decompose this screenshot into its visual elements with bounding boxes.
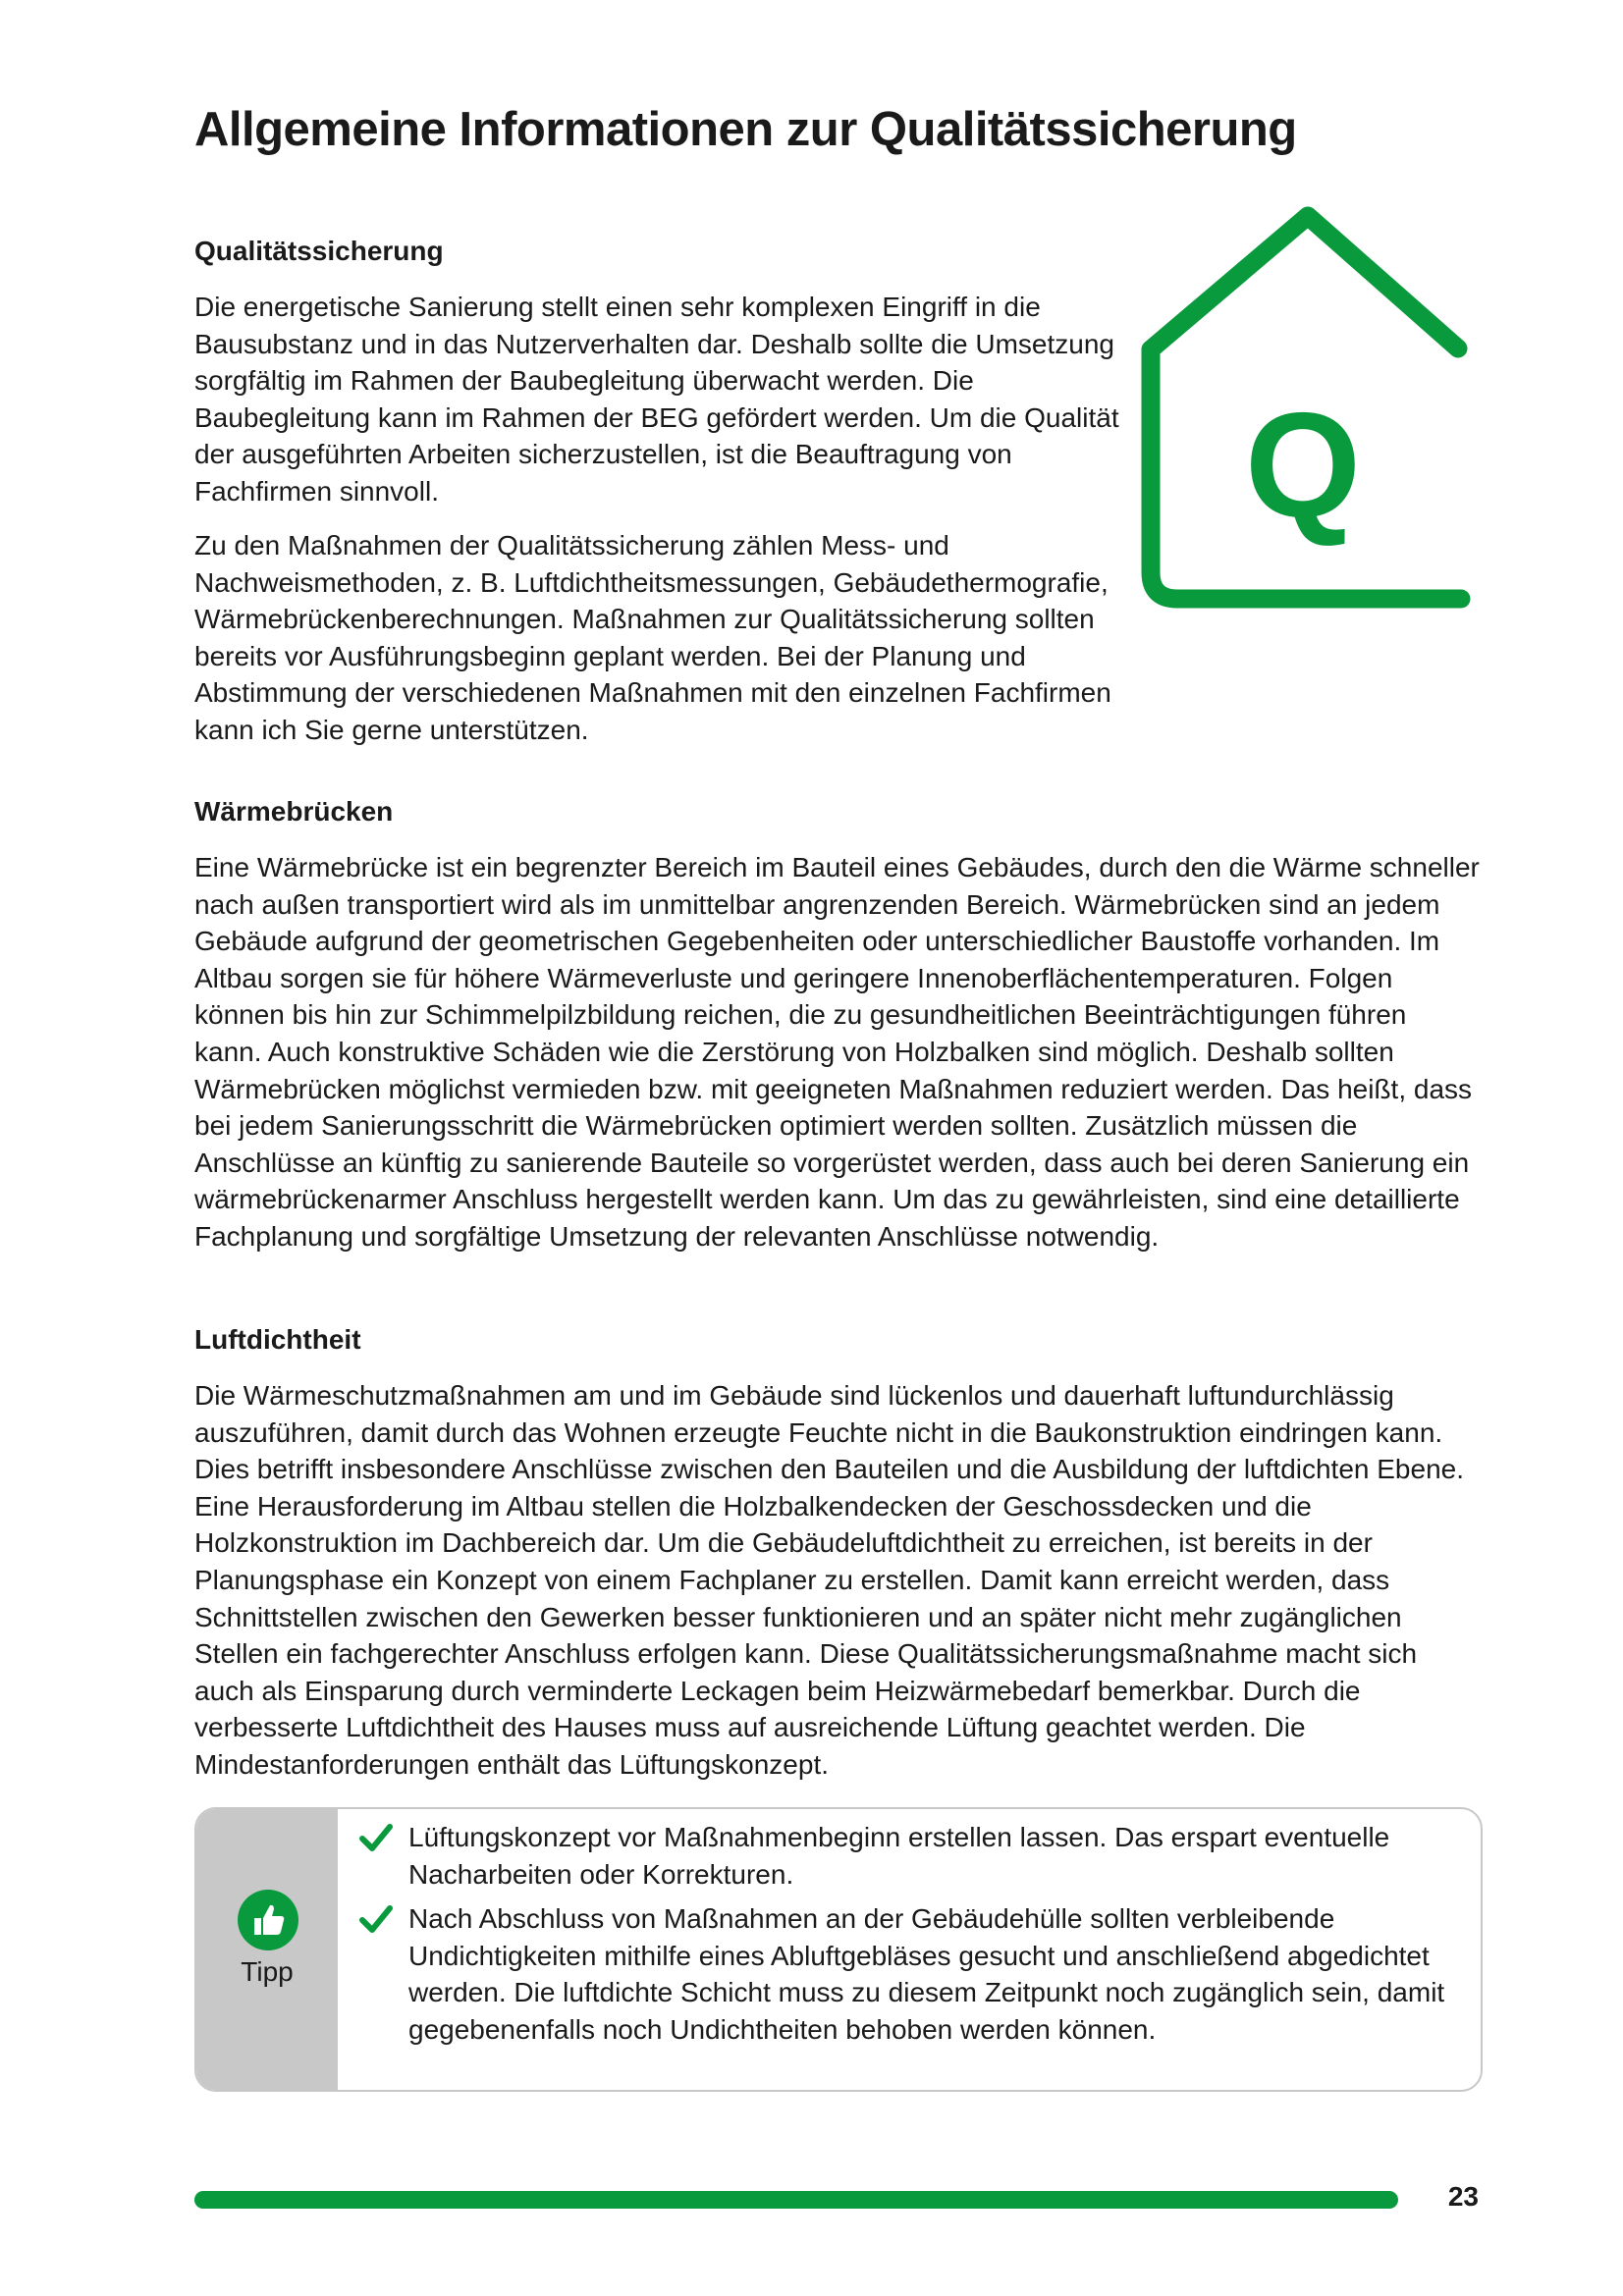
tip-box <box>194 1807 1483 2092</box>
heading-luftdichtheit: Luftdichtheit <box>194 1324 361 1355</box>
tip-text-2: Nach Abschluss von Maßnahmen an der Gebäudehülle sollten verbleibende Undichtigkeiten mithilfe eines Abluftgebläses gesucht und anschließend abgedichtet werden. Die luftdichte Schicht muss zu diesem Zeitpunkt noch zugänglich sein, damit gegebenenfalls noch Undichtheiten behoben werden können. <box>408 1903 1445 2045</box>
house-q-letter: Q <box>1244 382 1362 549</box>
check-icon <box>359 1904 393 1934</box>
heading-qualitaetssicherung: Qualitätssicherung <box>194 236 444 266</box>
paragraph-luftdichtheit: Die Wärmeschutzmaßnahmen am und im Gebäude sind lückenlos und dauerhaft luftundurchlässig auszuführen, damit durch das Wohnen erzeugte Feuchte nicht in die Baukonstruktion eindringen kann. Dies betrifft insbesondere Anschlüsse zwischen den Bauteilen und die Ausbildung der luftdichten Ebene. Eine Herausforderung im Altbau stellen die Holzbalkendecken der Geschossdecken und die Holzkonstruktion im Dachbereich dar. Um die Gebäudeluftdichtheit zu erreichen, ist bereits in der Planungsphase ein Konzept von einem Fachplaner zu erstellen. Damit kann erreicht werden, dass Schnittstellen zwischen den Gewerken besser funktionieren und an später nicht mehr zugänglichen Stellen ein fachgerechter Anschluss erfolgen kann. Diese Qualitätssicherungsmaßnahme macht sich auch als Einsparung durch verminderte Leckagen beim Heizwärmebedarf bemerkbar. Durch die verbesserte Luftdichtheit des Hauses muss auf ausreichende Lüftung geachtet werden. Die Mindestanforderungen enthält das Lüftungskonzept. <box>194 1380 1465 1780</box>
paragraph-qualitaetssicherung-1: Die energetische Sanierung stellt einen sehr komplexen Eingriff in die Bausubstanz und in das Nutzerverhalten dar. Deshalb sollte die Umsetzung sorgfältig im Rahmen der Baubegleitung überwacht werden. Die Baubegleitung kann im Rahmen der BEG gefördert werden. Um die Qualität der ausgeführten Arbeiten sicherzustellen, ist die Beauftragung von Fachfirmen sinnvoll. <box>194 292 1119 507</box>
tip-sidebar <box>196 1809 338 2090</box>
paragraph-qualitaetssicherung-2: Zu den Maßnahmen der Qualitätssicherung zählen Mess- und Nachweismethoden, z. B. Luftdichtheitsmessungen, Gebäudethermografie, Wärmebrückenberechnungen. Maßnahmen zur Qualitätssicherung sollten bereits vor Ausführungsbeginn geplant werden. Bei der Planung und Abstimmung der verschiedenen Maßnahmen mit den einzelnen Fachfirmen kann ich Sie gerne unterstützen. <box>194 530 1111 745</box>
check-icon <box>359 1823 393 1852</box>
paragraph-waermebruecken: Eine Wärmebrücke ist ein begrenzter Bereich im Bauteil eines Gebäudes, durch den die Wärme schneller nach außen transportiert wird als im unmittelbar angrenzenden Bereich. Wärmebrücken sind an jedem Gebäude aufgrund der geometrischen Gegebenheiten oder unterschiedlicher Baustoffe vorhanden. Im Altbau sorgen sie für höhere Wärmeverluste und geringere Innenoberflächentemperaturen. Folgen können bis hin zur Schimmelpilzbildung reichen, die zu gesundheitlichen Beeinträchtigungen führen kann. Auch konstruktive Schäden wie die Zerstörung von Holzbalken sind möglich. Deshalb sollten Wärmebrücken möglichst vermieden bzw. mit geeigneten Maßnahmen reduziert werden. Das heißt, dass bei jedem Sanierungsschritt die Wärmebrücken optimiert werden sollten. Zusätzlich müssen die Anschlüsse an künftig zu sanierende Bauteile so vorgerüstet werden, dass auch bei deren Sanierung ein wärmebrückenarmer Anschluss hergestellt werden kann. Um das zu gewährleisten, sind eine detaillierte Fachplanung und sorgfältige Umsetzung der relevanten Anschlüsse notwendig. <box>194 852 1480 1252</box>
thumbs-up-icon <box>238 1890 298 1950</box>
tip-text-1: Lüftungskonzept vor Maßnahmenbeginn erstellen lassen. Das erspart eventuelle Nacharbeiten oder Korrekturen. <box>408 1822 1390 1890</box>
tip-label: Tipp <box>241 1956 294 1987</box>
page-number: 23 <box>1447 2181 1479 2212</box>
heading-waermebruecken: Wärmebrücken <box>194 796 394 827</box>
page-title: Allgemeine Informationen zur Qualitätssicherung <box>194 103 1297 156</box>
house-q-icon <box>1129 204 1492 616</box>
footer-bar <box>194 2191 1398 2209</box>
